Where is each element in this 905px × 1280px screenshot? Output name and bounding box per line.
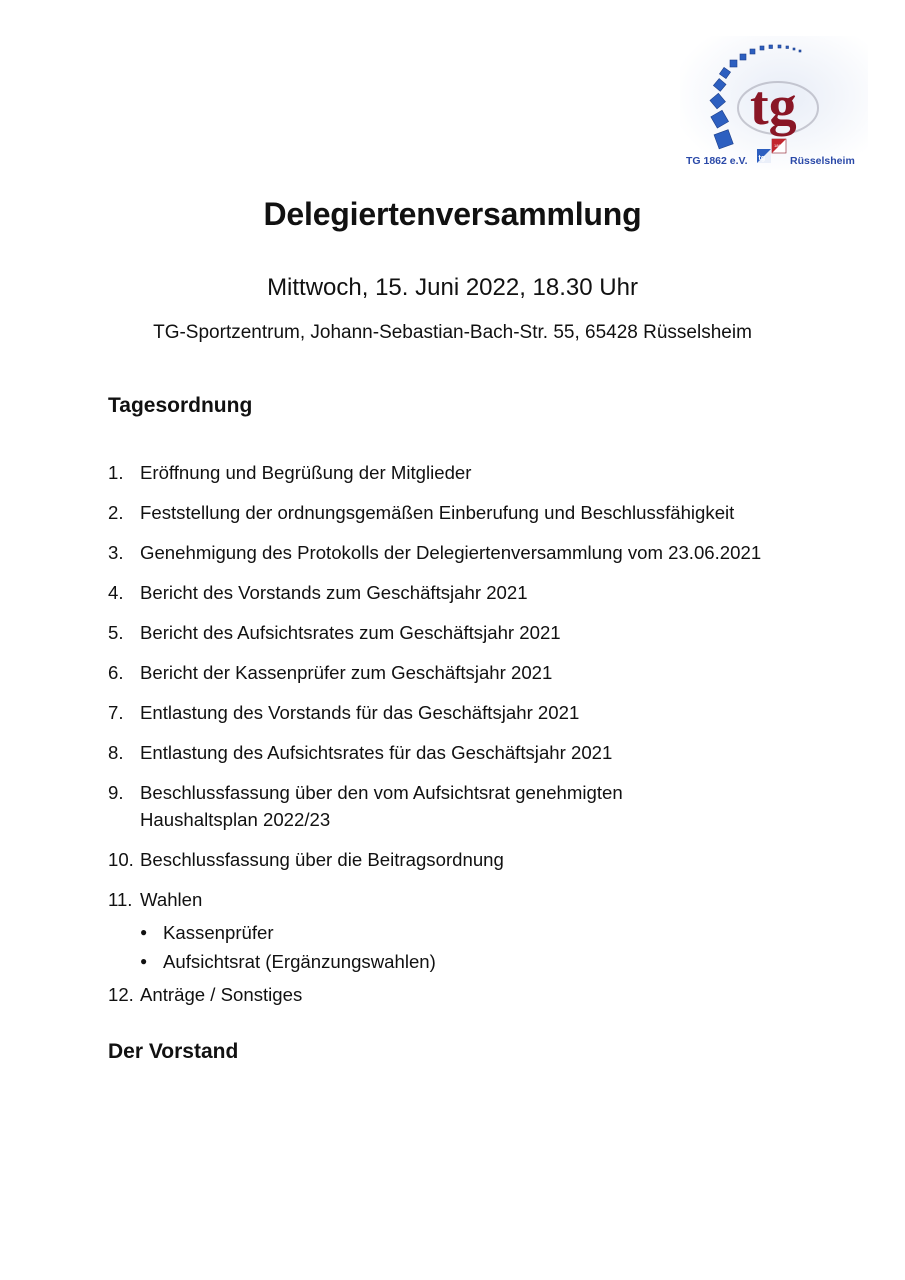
logo-graphic xyxy=(680,36,868,170)
agenda-item-text: Wahlen xyxy=(140,889,203,910)
logo-right-text: Rüsselsheim xyxy=(790,155,855,167)
agenda-item-text: Entlastung des Vorstands für das Geschäftsjahr 2021 xyxy=(140,702,580,723)
agenda-item-number: 1. xyxy=(108,462,124,483)
election-sublist xyxy=(140,919,828,975)
agenda-item-number: 10. xyxy=(108,849,134,870)
bullet-icon: ● xyxy=(140,954,148,968)
agenda-item-number: 6. xyxy=(108,662,124,683)
agenda-list xyxy=(108,459,828,1021)
agenda-item xyxy=(108,739,828,766)
agenda-item xyxy=(108,981,828,1008)
agenda-item xyxy=(108,886,828,975)
bullet-icon: ● xyxy=(140,925,148,939)
logo-badge-year: 1862 xyxy=(774,143,783,148)
sublist-item xyxy=(140,919,828,946)
agenda-item xyxy=(108,619,828,646)
document-title: Delegiertenversammlung xyxy=(263,196,642,232)
agenda-item-text-continued: Haushaltsplan 2022/23 xyxy=(140,809,331,830)
agenda-item xyxy=(108,779,828,833)
agenda-item xyxy=(108,846,828,873)
agenda-item xyxy=(108,539,828,566)
logo-letters: tg xyxy=(750,75,797,137)
logo-badge-letters: tg xyxy=(758,155,766,162)
agenda-item xyxy=(108,699,828,726)
agenda-item-text: Entlastung des Aufsichtsrates für das Geschäftsjahr 2021 xyxy=(140,742,613,763)
agenda-item-text: Eröffnung und Begrüßung der Mitglieder xyxy=(140,462,472,483)
agenda-item-text: Beschlussfassung über den vom Aufsichtsrat genehmigten xyxy=(140,782,623,803)
agenda-item-number: 7. xyxy=(108,702,124,723)
agenda-item xyxy=(108,579,828,606)
signoff: Der Vorstand xyxy=(108,1040,239,1063)
agenda-item-text: Genehmigung des Protokolls der Delegiertenversammlung vom 23.06.2021 xyxy=(140,542,762,563)
agenda-heading: Tagesordnung xyxy=(108,394,253,417)
agenda-item-text: Bericht des Vorstands zum Geschäftsjahr 2021 xyxy=(140,582,528,603)
club-logo xyxy=(680,36,868,170)
agenda-item-number: 2. xyxy=(108,502,124,523)
agenda-item-number: 12. xyxy=(108,984,134,1005)
agenda-item-text: Bericht der Kassenprüfer zum Geschäftsjahr 2021 xyxy=(140,662,553,683)
agenda-item xyxy=(108,499,828,526)
sublist-item-text: Kassenprüfer xyxy=(163,922,274,943)
agenda-item-text: Feststellung der ordnungsgemäßen Einberufung und Beschlussfähigkeit xyxy=(140,502,735,523)
agenda-item-number: 9. xyxy=(108,782,124,803)
logo-left-text: TG 1862 e.V. xyxy=(686,155,748,167)
meeting-date: Mittwoch, 15. Juni 2022, 18.30 Uhr xyxy=(267,274,638,301)
sublist-item xyxy=(140,948,828,975)
meeting-location: TG-Sportzentrum, Johann-Sebastian-Bach-Str. 55, 65428 Rüsselsheim xyxy=(153,322,752,343)
agenda-item-number: 4. xyxy=(108,582,124,603)
agenda-item-text: Anträge / Sonstiges xyxy=(140,984,303,1005)
agenda-item-text: Beschlussfassung über die Beitragsordnung xyxy=(140,849,504,870)
agenda-item-number: 3. xyxy=(108,542,124,563)
agenda-item-number: 5. xyxy=(108,622,124,643)
sublist-item-text: Aufsichtsrat (Ergänzungswahlen) xyxy=(163,951,436,972)
agenda-item xyxy=(108,459,828,486)
agenda-item-number: 11. xyxy=(108,889,133,910)
agenda-item xyxy=(108,659,828,686)
agenda-item-text: Bericht des Aufsichtsrates zum Geschäftsjahr 2021 xyxy=(140,622,561,643)
agenda-item-number: 8. xyxy=(108,742,124,763)
